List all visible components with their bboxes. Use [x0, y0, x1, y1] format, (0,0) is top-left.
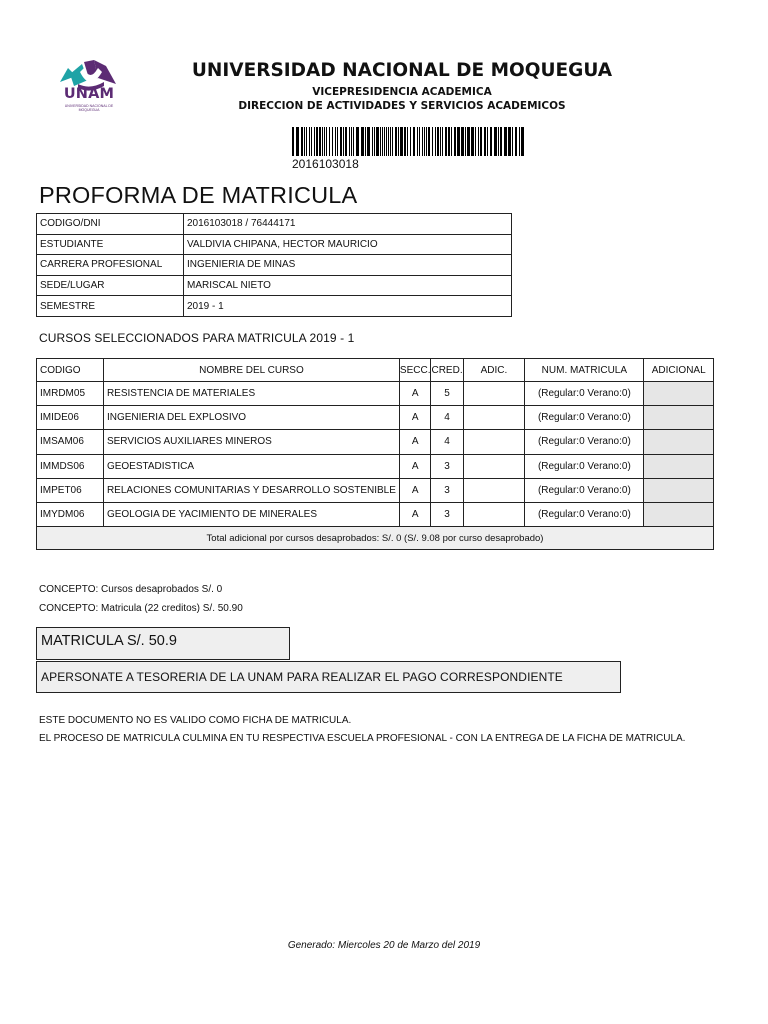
course-adic [463, 454, 525, 478]
table-row [37, 382, 714, 406]
info-value: 2016103018 / 76444171 [184, 214, 512, 235]
university-name: UNIVERSIDAD NACIONAL DE MOQUEGUA [191, 60, 613, 81]
course-code: IMRDM05 [37, 382, 104, 406]
payment-instruction: APERSONATE A TESORERIA DE LA UNAM PARA REALIZAR EL PAGO CORRESPONDIENTE [36, 661, 621, 693]
concept-matricula: CONCEPTO: Matricula (22 creditos) S/. 50.90 [39, 603, 243, 614]
barcode [292, 127, 525, 156]
info-value: VALDIVIA CHIPANA, HECTOR MAURICIO [184, 234, 512, 255]
course-name: GEOESTADISTICA [103, 454, 399, 478]
note-not-valid: ESTE DOCUMENTO NO ES VALIDO COMO FICHA DE MATRICULA. [39, 715, 352, 726]
info-row [37, 275, 512, 296]
concept-desaprobados: CONCEPTO: Cursos desaprobados S/. 0 [39, 584, 223, 595]
course-adic [463, 430, 525, 454]
info-label: SEDE/LUGAR [37, 275, 184, 296]
course-adicional [644, 406, 714, 430]
courses-table [36, 358, 714, 550]
vicepresidency: VICEPRESIDENCIA ACADEMICA [312, 86, 492, 98]
course-secc: A [399, 502, 431, 526]
matricula-total: MATRICULA S/. 50.9 [36, 627, 290, 660]
course-num-matricula: (Regular:0 Verano:0) [525, 382, 644, 406]
info-value: MARISCAL NIETO [184, 275, 512, 296]
course-secc: A [399, 406, 431, 430]
header-secc: SECC. [399, 359, 431, 382]
course-cred: 3 [431, 454, 463, 478]
course-num-matricula: (Regular:0 Verano:0) [525, 502, 644, 526]
course-code: IMMDS06 [37, 454, 104, 478]
course-name: RESISTENCIA DE MATERIALES [103, 382, 399, 406]
course-name: INGENIERIA DEL EXPLOSIVO [103, 406, 399, 430]
info-row [37, 255, 512, 276]
course-secc: A [399, 478, 431, 502]
course-secc: A [399, 454, 431, 478]
course-name: GEOLOGIA DE YACIMIENTO DE MINERALES [103, 502, 399, 526]
logo-text: UNAM [63, 86, 115, 102]
table-row [37, 406, 714, 430]
course-adic [463, 382, 525, 406]
header-codigo: CODIGO [37, 359, 104, 382]
header-adic: ADIC. [463, 359, 525, 382]
info-value: INGENIERIA DE MINAS [184, 255, 512, 276]
course-code: IMYDM06 [37, 502, 104, 526]
student-info-table [36, 213, 512, 317]
logo-subtitle: UNIVERSIDAD NACIONAL DE MOQUEGUA [64, 104, 114, 112]
info-row [37, 214, 512, 235]
table-row [37, 502, 714, 526]
course-adicional [644, 382, 714, 406]
course-num-matricula: (Regular:0 Verano:0) [525, 430, 644, 454]
note-process: EL PROCESO DE MATRICULA CULMINA EN TU RESPECTIVA ESCUELA PROFESIONAL - CON LA ENTREGA DE LA FICHA DE MATRICULA. [39, 733, 686, 744]
course-adic [463, 406, 525, 430]
course-adicional [644, 502, 714, 526]
course-code: IMPET06 [37, 478, 104, 502]
course-name: SERVICIOS AUXILIARES MINEROS [103, 430, 399, 454]
info-label: CARRERA PROFESIONAL [37, 255, 184, 276]
generated-date: Generado: Miercoles 20 de Marzo del 2019 [287, 940, 481, 951]
total-adicional: Total adicional por cursos desaprobados: S/. 0 (S/. 9.08 por curso desaprobado) [37, 527, 714, 550]
info-label: ESTUDIANTE [37, 234, 184, 255]
course-code: IMIDE06 [37, 406, 104, 430]
info-row [37, 296, 512, 317]
info-label: SEMESTRE [37, 296, 184, 317]
course-cred: 4 [431, 430, 463, 454]
header-num-matricula: NUM. MATRICULA [525, 359, 644, 382]
course-num-matricula: (Regular:0 Verano:0) [525, 406, 644, 430]
course-secc: A [399, 430, 431, 454]
course-cred: 3 [431, 502, 463, 526]
info-label: CODIGO/DNI [37, 214, 184, 235]
course-secc: A [399, 382, 431, 406]
course-name: RELACIONES COMUNITARIAS Y DESARROLLO SOSTENIBLE [103, 478, 399, 502]
course-adicional [644, 478, 714, 502]
course-adic [463, 478, 525, 502]
course-adic [463, 502, 525, 526]
course-cred: 3 [431, 478, 463, 502]
header-cred: CRED. [431, 359, 463, 382]
info-value: 2019 - 1 [184, 296, 512, 317]
course-cred: 4 [431, 406, 463, 430]
header-nombre: NOMBRE DEL CURSO [103, 359, 399, 382]
direction: DIRECCION DE ACTIVIDADES Y SERVICIOS ACADEMICOS [238, 100, 566, 112]
course-num-matricula: (Regular:0 Verano:0) [525, 478, 644, 502]
course-cred: 5 [431, 382, 463, 406]
barcode-number: 2016103018 [292, 157, 359, 171]
courses-section-title: CURSOS SELECCIONADOS PARA MATRICULA 2019 - 1 [39, 331, 355, 345]
header-adicional: ADICIONAL [644, 359, 714, 382]
table-row [37, 454, 714, 478]
course-code: IMSAM06 [37, 430, 104, 454]
table-row [37, 430, 714, 454]
course-num-matricula: (Regular:0 Verano:0) [525, 454, 644, 478]
table-row [37, 478, 714, 502]
page-title: PROFORMA DE MATRICULA [39, 182, 358, 208]
course-adicional [644, 430, 714, 454]
course-adicional [644, 454, 714, 478]
info-row [37, 234, 512, 255]
